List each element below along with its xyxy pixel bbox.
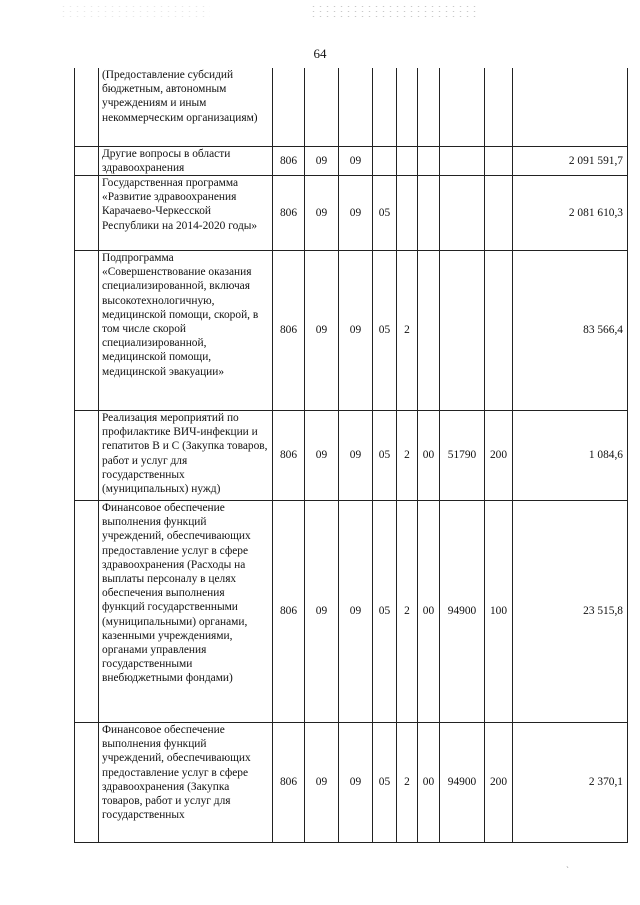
- expense-type-code-cell: 200: [485, 410, 513, 500]
- table-row: [75, 500, 628, 722]
- subsection-code-cell: 09: [339, 146, 373, 175]
- main-event-code-cell: 00: [418, 722, 440, 842]
- main-event-code-cell: [418, 250, 440, 410]
- program-code-cell: 05: [373, 250, 397, 410]
- direction-code-cell: [440, 250, 485, 410]
- row-number-cell: [75, 250, 99, 410]
- subprogram-code-cell: 2: [397, 500, 418, 722]
- expense-type-code-cell: 200: [485, 722, 513, 842]
- main-event-code-cell: [418, 146, 440, 175]
- section-code-cell: 09: [305, 175, 339, 250]
- subsection-code-cell: 09: [339, 500, 373, 722]
- ministry-code-cell: 806: [273, 146, 305, 175]
- expense-type-code-cell: [485, 250, 513, 410]
- table-body: [75, 68, 628, 842]
- program-code-cell: 05: [373, 410, 397, 500]
- main-event-code-cell: 00: [418, 410, 440, 500]
- ministry-code-cell: 806: [273, 722, 305, 842]
- subsection-code-cell: 09: [339, 410, 373, 500]
- main-event-code-cell: [418, 68, 440, 146]
- budget-table: [74, 68, 628, 843]
- table-row: [75, 146, 628, 175]
- table-row: [75, 68, 628, 146]
- subprogram-code-cell: [397, 68, 418, 146]
- expense-type-code-cell: [485, 175, 513, 250]
- program-code-cell: 05: [373, 500, 397, 722]
- expense-type-code-cell: [485, 146, 513, 175]
- subprogram-code-cell: [397, 175, 418, 250]
- table-row: [75, 722, 628, 842]
- subsection-code-cell: 09: [339, 722, 373, 842]
- program-code-cell: 05: [373, 175, 397, 250]
- scan-artifact-left: [60, 4, 210, 18]
- main-event-code-cell: [418, 175, 440, 250]
- amount-cell: 1 084,6: [513, 410, 628, 500]
- subsection-code-cell: 09: [339, 175, 373, 250]
- amount-cell: 2 081 610,3: [513, 175, 628, 250]
- item-name-cell: Финансовое обеспечение выполнения функций учреждений, обеспечивающих предоставление услуг в сфере здравоохранения (Расходы на выплаты персоналу в целях обеспечения выполнения функций государственными (муниципальными) органами, казенными учреждениями, органами управления государственными внебюджетными фондами): [99, 500, 273, 722]
- scan-mark: `: [566, 865, 569, 875]
- ministry-code-cell: [273, 68, 305, 146]
- table-row: [75, 250, 628, 410]
- direction-code-cell: [440, 175, 485, 250]
- direction-code-cell: 51790: [440, 410, 485, 500]
- amount-cell: 2 091 591,7: [513, 146, 628, 175]
- section-code-cell: [305, 68, 339, 146]
- direction-code-cell: [440, 68, 485, 146]
- direction-code-cell: 94900: [440, 722, 485, 842]
- amount-cell: [513, 68, 628, 146]
- program-code-cell: [373, 68, 397, 146]
- item-name-cell: Финансовое обеспечение выполнения функций учреждений, обеспечивающих предоставление услуг в сфере здравоохранения (Закупка товаров, работ и услуг для государственных: [99, 722, 273, 842]
- section-code-cell: 09: [305, 722, 339, 842]
- section-code-cell: 09: [305, 500, 339, 722]
- section-code-cell: 09: [305, 410, 339, 500]
- section-code-cell: 09: [305, 250, 339, 410]
- subprogram-code-cell: 2: [397, 722, 418, 842]
- ministry-code-cell: 806: [273, 175, 305, 250]
- row-number-cell: [75, 175, 99, 250]
- ministry-code-cell: 806: [273, 410, 305, 500]
- main-event-code-cell: 00: [418, 500, 440, 722]
- amount-cell: 2 370,1: [513, 722, 628, 842]
- row-number-cell: [75, 410, 99, 500]
- row-number-cell: [75, 722, 99, 842]
- item-name-cell: Другие вопросы в области здравоохранения: [99, 146, 273, 175]
- direction-code-cell: [440, 146, 485, 175]
- row-number-cell: [75, 500, 99, 722]
- direction-code-cell: 94900: [440, 500, 485, 722]
- item-name-cell: Государственная программа «Развитие здравоохранения Карачаево-Черкесской Республики на 2014-2020 годы»: [99, 175, 273, 250]
- subprogram-code-cell: 2: [397, 250, 418, 410]
- item-name-cell: (Предоставление субсидий бюджетным, автономным учреждениям и иным некоммерческим организациям): [99, 68, 273, 146]
- scan-artifact-top: [310, 4, 480, 18]
- subsection-code-cell: 09: [339, 250, 373, 410]
- subsection-code-cell: [339, 68, 373, 146]
- row-number-cell: [75, 68, 99, 146]
- page-number: 64: [313, 46, 327, 61]
- section-code-cell: 09: [305, 146, 339, 175]
- table-row: [75, 175, 628, 250]
- subprogram-code-cell: 2: [397, 410, 418, 500]
- expense-type-code-cell: [485, 68, 513, 146]
- subprogram-code-cell: [397, 146, 418, 175]
- amount-cell: 83 566,4: [513, 250, 628, 410]
- ministry-code-cell: 806: [273, 500, 305, 722]
- item-name-cell: Подпрограмма «Совершенствование оказания специализированной, включая высокотехнологичную, медицинской помощи, скорой, в том числе скорой специализированной, медицинской помощи, медицинской эвакуации»: [99, 250, 273, 410]
- expense-type-code-cell: 100: [485, 500, 513, 722]
- row-number-cell: [75, 146, 99, 175]
- program-code-cell: 05: [373, 722, 397, 842]
- ministry-code-cell: 806: [273, 250, 305, 410]
- program-code-cell: [373, 146, 397, 175]
- amount-cell: 23 515,8: [513, 500, 628, 722]
- item-name-cell: Реализация мероприятий по профилактике ВИЧ-инфекции и гепатитов В и С (Закупка товаров, работ и услуг для государственных (муниципальных) нужд): [99, 410, 273, 500]
- table-row: [75, 410, 628, 500]
